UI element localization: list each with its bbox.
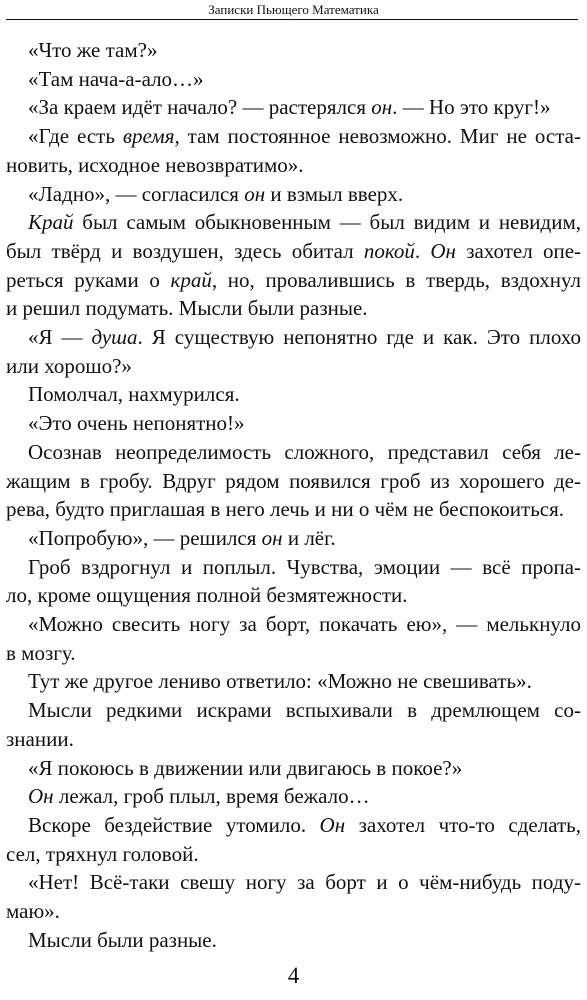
italic-text-run: душа (91, 325, 138, 350)
text-run: рева, будто приглашая в него лечь и ни о чём не беспокоиться. (6, 497, 564, 522)
text-run: Помолчал, нахмурился. (28, 382, 240, 407)
text-run: лежал, гроб плыл, время бежало… (53, 784, 370, 809)
text-line (6, 610, 581, 639)
page-number: 4 (287, 963, 300, 988)
text-line (6, 926, 581, 955)
italic-text-run: Он (28, 784, 54, 809)
paragraph (6, 667, 581, 696)
text-run: «Нет! Всё-таки свешу ногу за борт и о чём-нибудь поду- (28, 870, 581, 895)
text-line (6, 840, 581, 869)
text-line (6, 65, 581, 94)
text-run: Мысли были разные. (28, 927, 217, 952)
text-line (6, 725, 581, 754)
text-run: Гроб вздрогнул и поплыл. Чувства, эмоции — всё пропа- (28, 554, 581, 579)
text-run: «Я — (28, 325, 92, 350)
paragraph (6, 696, 581, 753)
text-line (6, 93, 581, 122)
italic-text-run: покой (363, 238, 415, 263)
text-run: новить, исходное невозвратимо». (6, 152, 304, 177)
paragraph (6, 553, 581, 610)
body-text (6, 36, 581, 955)
text-run: реться руками о (6, 267, 171, 292)
paragraph (6, 65, 581, 94)
paragraph (6, 754, 581, 783)
text-line (6, 581, 581, 610)
text-run: . (414, 238, 431, 263)
text-line (6, 36, 581, 65)
text-run: Мысли редкими искрами вспыхивали в дремлющем со- (28, 698, 581, 723)
text-run: и лёг. (282, 525, 336, 550)
text-line (6, 782, 581, 811)
italic-text-run: он (261, 525, 283, 550)
text-run: «Это очень непонятно!» (28, 411, 245, 436)
text-run: и взмыл вверх. (265, 181, 404, 206)
paragraph (6, 438, 581, 524)
paragraph (6, 811, 581, 868)
text-run: , но, провалившись в твердь, вздохнул (211, 267, 581, 292)
paragraph (6, 208, 581, 323)
text-line (6, 294, 581, 323)
text-line (6, 266, 581, 295)
text-line (6, 495, 581, 524)
text-run: и решил подумать. Мысли были разные. (6, 296, 368, 321)
text-run: «Что же там?» (28, 38, 158, 62)
text-run: сел, тряхнул головой. (6, 841, 199, 866)
text-line (6, 524, 581, 553)
text-run: или хорошо?» (6, 353, 132, 378)
text-line (6, 151, 581, 180)
text-line (6, 467, 581, 496)
text-line (6, 409, 581, 438)
text-run: «Ладно», — согласился (28, 181, 245, 206)
text-run: Тут же другое лениво ответило: «Можно не свешивать». (28, 669, 532, 694)
text-run: Вскоре бездействие утомило. (28, 812, 320, 837)
paragraph (6, 380, 581, 409)
text-line (6, 237, 581, 266)
paragraph (6, 180, 581, 209)
text-line (6, 323, 581, 352)
text-run: знании. (6, 726, 74, 751)
text-line (6, 438, 581, 467)
text-line (6, 639, 581, 668)
text-run: , там постоянное невозможно. Миг не оста- (174, 124, 581, 149)
paragraph (6, 868, 581, 925)
text-line (6, 122, 581, 151)
text-line (6, 811, 581, 840)
text-run: «Где есть (28, 124, 123, 149)
italic-text-run: время (122, 124, 175, 149)
text-run: «Там нача-а-ало…» (28, 66, 204, 91)
paragraph (6, 93, 581, 122)
text-line (6, 352, 581, 381)
text-line (6, 208, 581, 237)
text-line (6, 868, 581, 897)
text-run: захотел опе- (455, 238, 582, 263)
text-line (6, 553, 581, 582)
paragraph (6, 524, 581, 553)
italic-text-run: Он (319, 812, 346, 837)
paragraph (6, 926, 581, 955)
text-run: в мозгу. (6, 640, 76, 665)
text-run: «Попробую», — решился (28, 525, 262, 550)
text-run: маю». (6, 899, 60, 924)
italic-text-run: он (244, 181, 266, 206)
text-run: Осознав неопределимость сложного, представил себя ле- (28, 439, 581, 464)
text-run: был твёрд и воздушен, здесь обитал (6, 238, 364, 263)
paragraph (6, 323, 581, 380)
text-run: ло, кроме ощущения полной безмятежности. (6, 583, 408, 608)
italic-text-run: край (170, 267, 212, 292)
text-run: «Я покоюсь в движении или двигаюсь в покое?» (28, 755, 463, 780)
text-line (6, 667, 581, 696)
italic-text-run: Он (430, 238, 456, 263)
text-line (6, 380, 581, 409)
paragraph (6, 782, 581, 811)
text-run: «Можно свесить ногу за борт, покачать ею», — мелькнуло (28, 612, 581, 637)
running-header: Записки Пьющего Математика (208, 2, 379, 17)
text-run: жащим в гробу. Вдруг рядом появился гроб из хорошего де- (6, 468, 581, 493)
paragraph (6, 36, 581, 65)
paragraph (6, 122, 581, 179)
text-line (6, 754, 581, 783)
paragraph (6, 409, 581, 438)
text-line (6, 180, 581, 209)
text-run: . — Но это круг!» (392, 95, 551, 120)
italic-text-run: он (371, 95, 393, 120)
text-run: был самым обыкновенным — был видим и невидим, (73, 210, 581, 235)
text-line (6, 696, 581, 725)
text-line (6, 897, 581, 926)
paragraph (6, 610, 581, 667)
text-run: захотел что-то сделать, (345, 812, 581, 837)
header-rule (6, 19, 578, 20)
text-run: . Я существую непонятно где и как. Это плохо (137, 325, 581, 350)
text-run: «За краем идёт начало? — растерялся (28, 95, 372, 120)
italic-text-run: Край (28, 210, 74, 235)
